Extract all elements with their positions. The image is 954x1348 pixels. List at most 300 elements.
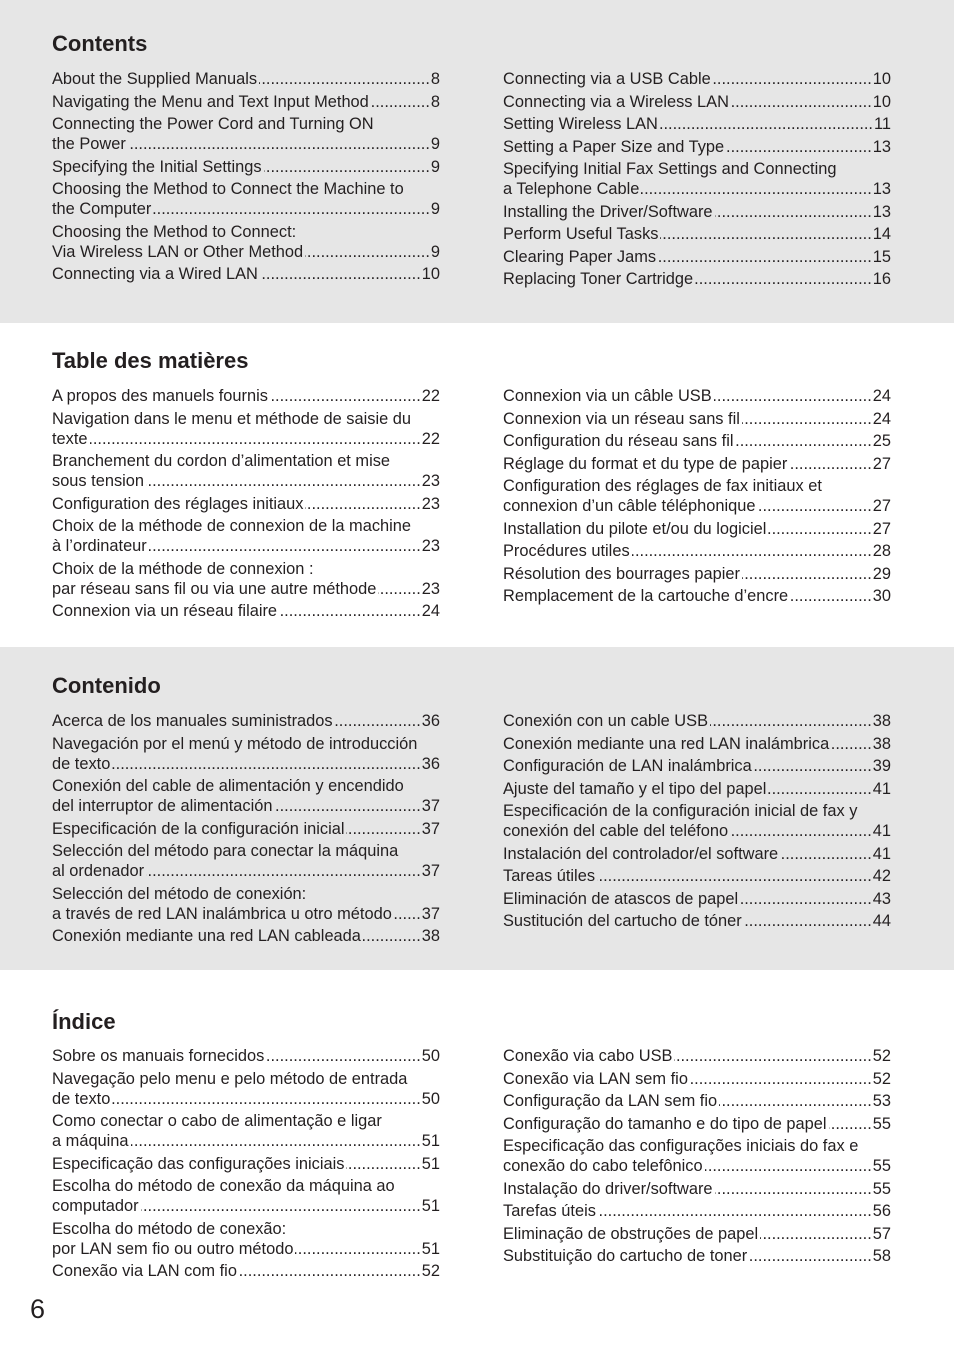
dot-leader — [744, 911, 872, 931]
toc-entry-line — [503, 409, 891, 429]
toc-entry-title: A propos des manuels fournis — [52, 387, 268, 405]
toc-page-number: 58 — [872, 1247, 891, 1265]
toc-entry-line — [503, 1156, 891, 1176]
toc-entry-line — [503, 137, 891, 157]
dot-leader — [710, 711, 872, 731]
toc-entry — [52, 884, 440, 924]
toc-entry-title: Sustitución del cartucho de tóner — [503, 912, 742, 930]
toc-entry — [52, 734, 440, 774]
toc-entry — [52, 409, 440, 449]
toc-entry — [52, 69, 440, 89]
toc-entry-title: Navegación por el menú y método de introducción — [52, 734, 418, 753]
toc-entry — [503, 1069, 891, 1089]
toc-page-number: 37 — [421, 904, 440, 923]
toc-entry-title: Specifying Initial Fax Settings and Connecting — [503, 160, 837, 178]
toc-entry-line — [503, 179, 891, 199]
toc-entry-title: Configuration des réglages de fax initiaux et — [503, 477, 822, 495]
toc-page-number: 39 — [872, 757, 891, 775]
toc-entry-title: Navigation dans le menu et méthode de saisie du — [52, 409, 412, 428]
toc-page-number: 41 — [872, 779, 891, 798]
toc-entry — [503, 866, 891, 886]
toc-entry-line — [52, 429, 440, 449]
toc-entry — [503, 202, 891, 222]
dot-leader — [394, 904, 421, 924]
dot-leader — [789, 454, 871, 474]
toc-entry-line — [52, 926, 440, 946]
toc-entry — [503, 386, 891, 406]
toc-entry-title: Tareas útiles — [503, 867, 596, 885]
toc-entry-title: Especificação das configurações iniciais — [52, 1154, 345, 1173]
toc-page-number: 55 — [872, 1157, 891, 1175]
toc-entry-title-continued: al ordenador — [52, 862, 145, 880]
toc-entry-title: Replacing Toner Cartridge — [503, 270, 694, 288]
dot-leader — [726, 137, 872, 157]
toc-page-number: 22 — [421, 429, 440, 448]
toc-page-number: 10 — [872, 70, 891, 88]
toc-entry — [52, 264, 440, 284]
dot-leader — [742, 564, 872, 584]
toc-entry — [503, 564, 891, 584]
toc-page-number: 24 — [872, 387, 891, 405]
toc-entry — [52, 776, 440, 816]
toc-page-number: 52 — [872, 1047, 891, 1065]
toc-entry — [52, 114, 440, 154]
dot-leader — [768, 779, 871, 799]
toc-page-number: 52 — [421, 1262, 440, 1280]
toc-entry-line — [52, 471, 440, 491]
toc-entry — [503, 159, 891, 199]
toc-entry — [503, 92, 891, 112]
toc-entry-line — [503, 866, 891, 886]
toc-entry-title: Connexion via un réseau filaire — [52, 602, 278, 620]
toc-entry-line — [503, 1046, 891, 1066]
toc-entry — [52, 494, 440, 514]
toc-entry-line — [503, 431, 891, 451]
toc-section-spanish — [0, 647, 954, 970]
toc-entry-title-continued: de texto — [52, 754, 111, 773]
toc-entry-line — [503, 114, 891, 134]
toc-page-number: 9 — [430, 242, 440, 261]
toc-entry — [52, 1046, 440, 1066]
toc-entry-title: Navegação pelo menu e pelo método de entrada — [52, 1069, 408, 1088]
toc-entry-line — [52, 69, 440, 89]
toc-column-right — [503, 711, 891, 934]
dot-leader — [90, 429, 421, 449]
toc-entry-line — [52, 1239, 440, 1259]
toc-entry-line — [52, 819, 440, 839]
toc-entry-line — [503, 202, 891, 222]
toc-page-number: 36 — [421, 712, 440, 730]
toc-entry-title-continued: the Power — [52, 135, 126, 153]
toc-entry — [503, 1091, 891, 1111]
dot-leader — [335, 711, 421, 731]
toc-page-number: 51 — [421, 1239, 440, 1258]
toc-entry — [503, 454, 891, 474]
toc-entry-title: Selección del método de conexión: — [52, 884, 307, 903]
dot-leader — [660, 114, 873, 134]
dot-leader — [705, 1156, 872, 1176]
toc-entry-title: Connexion via un câble USB — [503, 387, 712, 405]
toc-page-number: 56 — [872, 1202, 891, 1220]
toc-page-number: 23 — [421, 472, 440, 490]
toc-entry-line — [52, 536, 440, 556]
dot-leader — [305, 242, 430, 262]
toc-entry-title: Instalación del controlador/el software — [503, 844, 779, 863]
toc-entry-title: Ajuste del tamaño y el tipo del papel — [503, 779, 767, 798]
dot-leader — [305, 494, 420, 514]
dot-leader — [660, 224, 871, 244]
toc-entry-title: Configuration du réseau sans fil — [503, 432, 734, 450]
dot-leader — [378, 579, 420, 599]
toc-entry-title: Conexão via cabo USB — [503, 1047, 673, 1065]
toc-entry-line — [503, 92, 891, 112]
dot-leader — [141, 1196, 421, 1216]
toc-entry-line — [503, 541, 891, 561]
toc-entry-line — [503, 586, 891, 606]
toc-page-number: 43 — [872, 889, 891, 908]
toc-entry-title: Branchement du cordon d’alimentation et mise — [52, 452, 391, 470]
toc-page-number: 51 — [421, 1154, 440, 1173]
toc-entry-title-continued: par réseau sans fil ou via une autre méthode — [52, 579, 377, 598]
toc-entry-title: Connecting via a USB Cable — [503, 70, 711, 88]
toc-page-number: 37 — [421, 819, 440, 838]
dot-leader — [112, 754, 420, 774]
dot-leader — [714, 386, 872, 406]
toc-entry-line — [52, 1131, 440, 1151]
toc-entry — [52, 926, 440, 946]
toc-entry — [52, 1069, 440, 1109]
toc-column-right — [503, 1046, 891, 1269]
toc-page-number: 57 — [872, 1224, 891, 1243]
toc-page-number: 42 — [872, 867, 891, 885]
dot-leader — [259, 69, 430, 89]
toc-entry-line — [52, 386, 440, 406]
toc-page-number: 29 — [872, 564, 891, 583]
toc-entry — [503, 69, 891, 89]
toc-entry-line — [52, 601, 440, 621]
toc-entry-title-continued: de texto — [52, 1089, 111, 1108]
toc-page-number: 9 — [430, 200, 440, 218]
toc-page-number: 38 — [872, 712, 891, 730]
dot-leader — [715, 1179, 872, 1199]
toc-entry — [503, 586, 891, 606]
dot-leader — [270, 386, 421, 406]
toc-entry — [503, 911, 891, 931]
toc-entry-title: Choix de la méthode de connexion : — [52, 559, 314, 578]
toc-entry-line — [503, 224, 891, 244]
dot-leader — [713, 69, 872, 89]
toc-entry-title-continued: del interruptor de alimentación — [52, 797, 273, 815]
toc-entry-title: Procédures utiles — [503, 542, 630, 560]
toc-entry-title: Como conectar o cabo de alimentação e ligar — [52, 1112, 382, 1130]
toc-entry-line — [503, 269, 891, 289]
toc-entry-title: Conexão via LAN sem fio — [503, 1069, 688, 1088]
toc-entry-title: Réglage du format et du type de papier — [503, 454, 788, 473]
toc-entry-title: Setting a Paper Size and Type — [503, 137, 725, 156]
toc-page-number: 23 — [421, 579, 440, 598]
toc-entry — [503, 224, 891, 244]
toc-entry-line — [52, 711, 440, 731]
toc-entry-title: Selección del método para conectar la máquina — [52, 842, 399, 860]
toc-entry-title: Instalação do driver/software — [503, 1179, 713, 1198]
toc-column-left — [52, 711, 440, 949]
toc-entry — [503, 1246, 891, 1266]
dot-leader — [363, 926, 421, 946]
dot-leader — [780, 844, 872, 864]
toc-entry — [52, 1219, 440, 1259]
section-title: Table des matières — [52, 348, 249, 373]
toc-entry — [52, 222, 440, 262]
dot-leader — [266, 1046, 420, 1066]
toc-page-number: 44 — [872, 912, 891, 930]
toc-entry — [503, 1201, 891, 1221]
dot-leader — [719, 1091, 872, 1111]
toc-page-number: 41 — [872, 822, 891, 840]
toc-entry — [503, 541, 891, 561]
dot-leader — [740, 889, 872, 909]
toc-page-number: 38 — [421, 927, 440, 945]
toc-entry-line — [52, 1089, 440, 1109]
toc-column-right — [503, 386, 891, 609]
toc-entry — [503, 247, 891, 267]
dot-leader — [295, 1239, 420, 1259]
toc-page-number: 13 — [872, 202, 891, 221]
toc-entry — [52, 1261, 440, 1281]
toc-page-number: 9 — [430, 135, 440, 153]
toc-entry — [52, 559, 440, 599]
toc-entry-title: Escolha do método de conexão: — [52, 1219, 287, 1238]
toc-entry — [503, 269, 891, 289]
toc-page-number: 10 — [421, 265, 440, 283]
toc-entry — [503, 409, 891, 429]
toc-page-number: 51 — [421, 1197, 440, 1215]
toc-page-number: 25 — [872, 432, 891, 450]
toc-page-number: 13 — [872, 137, 891, 156]
dot-leader — [715, 202, 872, 222]
toc-entry-line — [52, 796, 440, 816]
toc-page-number: 16 — [872, 270, 891, 288]
toc-entry-line — [503, 821, 891, 841]
toc-entry-line — [503, 756, 891, 776]
dot-leader — [790, 586, 872, 606]
toc-column-right — [503, 69, 891, 292]
toc-entry — [503, 1114, 891, 1134]
dot-leader — [731, 92, 872, 112]
toc-entry-title: Navigating the Menu and Text Input Method — [52, 92, 369, 111]
toc-entry — [503, 779, 891, 799]
toc-entry-line — [52, 1261, 440, 1281]
toc-entry — [52, 711, 440, 731]
toc-entry — [503, 114, 891, 134]
toc-entry-title: Conexión mediante una red LAN inalámbrica — [503, 734, 830, 753]
toc-entry-title: Connecting via a Wired LAN — [52, 265, 258, 283]
toc-entry-line — [503, 911, 891, 931]
dot-leader — [149, 536, 421, 556]
dot-leader — [598, 1201, 872, 1221]
dot-leader — [112, 1089, 420, 1109]
toc-entry-title: Perform Useful Tasks — [503, 225, 659, 243]
dot-leader — [768, 519, 871, 539]
toc-entry — [52, 1176, 440, 1216]
toc-entry-line — [503, 1179, 891, 1199]
toc-entry-title: Clearing Paper Jams — [503, 247, 657, 266]
toc-entry-line — [503, 1201, 891, 1221]
dot-leader — [260, 264, 421, 284]
toc-page-number: 9 — [430, 157, 440, 176]
toc-entry — [503, 734, 891, 754]
toc-entry — [503, 711, 891, 731]
toc-entry-title: Résolution des bourrages papier — [503, 564, 740, 583]
toc-entry — [52, 386, 440, 406]
toc-entry-title: Especificación de la configuración inicial — [52, 819, 345, 838]
toc-page-number: 11 — [873, 115, 891, 133]
toc-entry-title: Conexão via LAN com fio — [52, 1262, 237, 1280]
toc-page-number: 14 — [872, 225, 891, 243]
toc-entry-title: Installing the Driver/Software — [503, 202, 713, 221]
toc-entry-line — [503, 1091, 891, 1111]
toc-entry-line — [503, 519, 891, 539]
toc-entry-title: Acerca de los manuales suministrados — [52, 712, 333, 730]
toc-page-number: 13 — [872, 180, 891, 198]
toc-entry-line — [503, 1069, 891, 1089]
toc-page-number: 50 — [421, 1089, 440, 1108]
toc-page-number: 30 — [872, 587, 891, 605]
toc-entry — [52, 1154, 440, 1174]
toc-entry-line — [503, 889, 891, 909]
toc-entry-line — [503, 564, 891, 584]
toc-page-number: 24 — [421, 602, 440, 620]
page-number: 6 — [30, 1294, 46, 1324]
toc-entry-title: Conexión del cable de alimentación y encendido — [52, 777, 404, 795]
section-title: Índice — [52, 1009, 116, 1034]
dot-leader — [749, 1246, 872, 1266]
toc-page-number: 36 — [421, 754, 440, 773]
toc-entry — [503, 756, 891, 776]
toc-page-number: 24 — [872, 409, 891, 428]
toc-entry — [52, 157, 440, 177]
dot-leader — [695, 269, 872, 289]
toc-page-number: 41 — [872, 844, 891, 863]
toc-entry-line — [52, 754, 440, 774]
toc-entry-title-continued: sous tension — [52, 472, 145, 490]
toc-entry — [52, 841, 440, 881]
toc-entry-line — [503, 496, 891, 516]
dot-leader — [674, 1046, 871, 1066]
toc-page-number: 55 — [872, 1114, 891, 1133]
toc-entry-line — [503, 1224, 891, 1244]
toc-entry — [503, 1179, 891, 1199]
toc-entry-title: Connexion via un réseau sans fil — [503, 409, 740, 428]
toc-entry-title: Specifying the Initial Settings — [52, 157, 262, 176]
toc-column-left — [52, 69, 440, 287]
toc-entry-line — [503, 247, 891, 267]
toc-entry — [503, 801, 891, 841]
dot-leader — [371, 92, 430, 112]
toc-page-number: 27 — [872, 454, 891, 473]
toc-section-french — [0, 323, 954, 647]
dot-leader — [346, 1154, 420, 1174]
toc-page-number: 38 — [872, 734, 891, 753]
toc-entry-title-continued: texte — [52, 429, 88, 448]
dot-leader — [632, 541, 872, 561]
toc-entry-line — [52, 199, 440, 219]
toc-entry-line — [503, 844, 891, 864]
toc-entry-line — [52, 904, 440, 924]
toc-entry-line — [52, 1046, 440, 1066]
toc-entry — [52, 819, 440, 839]
toc-entry-title: Tarefas úteis — [503, 1202, 596, 1220]
toc-entry-title-continued: conexão do cabo telefônico — [503, 1157, 703, 1175]
toc-page-number: 53 — [872, 1092, 891, 1110]
toc-entry-title: Choosing the Method to Connect: — [52, 222, 297, 241]
toc-entry — [503, 137, 891, 157]
toc-entry-line — [52, 1196, 440, 1216]
toc-entry — [52, 451, 440, 491]
dot-leader — [146, 861, 421, 881]
toc-page-number: 27 — [872, 519, 891, 538]
toc-entry-title: Installation du pilote et/ou du logiciel — [503, 519, 767, 538]
toc-page-number: 52 — [872, 1069, 891, 1088]
toc-entry-line — [503, 386, 891, 406]
toc-entry-line — [503, 1114, 891, 1134]
toc-entry-line — [503, 1246, 891, 1266]
toc-entry-line — [52, 264, 440, 284]
toc-entry-title-continued: a través de red LAN inalámbrica u otro método — [52, 904, 392, 923]
toc-entry-title: Especificação das configurações iniciais do fax e — [503, 1137, 859, 1155]
toc-entry — [52, 601, 440, 621]
toc-entry-title: Substituição do cartucho de toner — [503, 1247, 748, 1265]
dot-leader — [829, 1114, 872, 1134]
toc-page-number: 37 — [421, 797, 440, 815]
toc-entry — [52, 179, 440, 219]
toc-page-number: 55 — [872, 1179, 891, 1198]
toc-entry-line — [52, 242, 440, 262]
dot-leader — [736, 431, 872, 451]
dot-leader — [658, 247, 872, 267]
toc-entry — [503, 1046, 891, 1066]
toc-entry-title: Configuration des réglages initiaux — [52, 494, 304, 513]
toc-entry-title: Configuración de LAN inalámbrica — [503, 757, 752, 775]
toc-page-number: 28 — [872, 542, 891, 560]
toc-entry — [503, 476, 891, 516]
dot-leader — [153, 199, 430, 219]
toc-entry-line — [52, 861, 440, 881]
toc-entry — [503, 1224, 891, 1244]
toc-page-number: 23 — [421, 537, 440, 555]
toc-entry-title: Choix de la méthode de connexion de la machine — [52, 517, 412, 535]
toc-entry-title-continued: Via Wireless LAN or Other Method — [52, 242, 304, 261]
toc-entry-line — [52, 92, 440, 112]
toc-entry-title: Especificación de la configuración inicial de fax y — [503, 802, 858, 820]
dot-leader — [730, 821, 872, 841]
toc-entry-title: Eliminação de obstruções de papel — [503, 1224, 759, 1243]
toc-page-number: 51 — [421, 1132, 440, 1150]
toc-entry — [503, 844, 891, 864]
toc-page-number: 8 — [430, 92, 440, 111]
dot-leader — [757, 496, 871, 516]
toc-entry-line — [503, 69, 891, 89]
toc-page-number: 15 — [872, 247, 891, 266]
dot-leader — [742, 409, 872, 429]
toc-entry-title: About the Supplied Manuals — [52, 70, 258, 88]
toc-entry-title: Connecting via a Wireless LAN — [503, 92, 729, 111]
toc-entry-title: Conexión mediante una red LAN cableada — [52, 927, 361, 945]
dot-leader — [346, 819, 420, 839]
toc-entry-line — [52, 134, 440, 154]
toc-entry-title-continued: por LAN sem fio ou outro método — [52, 1239, 294, 1258]
dot-leader — [239, 1261, 421, 1281]
dot-leader — [690, 1069, 872, 1089]
